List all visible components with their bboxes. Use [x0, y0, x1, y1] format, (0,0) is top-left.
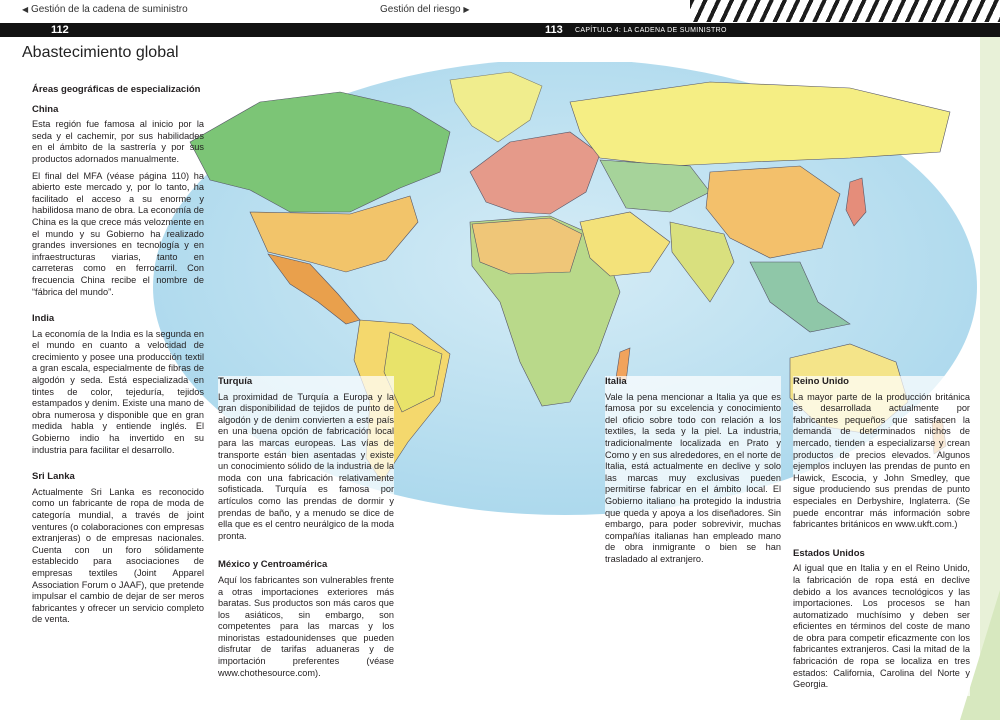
turquia-paragraph: La proximidad de Turquía a Europa y la gran disponibilidad de tejidos de punto de algodón y de denim convierten a este país en una buena opción de fabricación local para las marcas europeas. Las vías de transporte están bien asentadas y existe un conocimiento sólido de la industria de la moda con una fabricación relativamente sofisticada. Turquía es famosa por artículos como las prendas de dormir y prendas de baño, y a menudo se dice de ella que es el centro neurálgico de la moda pronta. — [218, 391, 394, 541]
heading-reino-unido: Reino Unido — [793, 376, 849, 387]
page-number-right: 113 — [545, 24, 563, 36]
column-turquia — [218, 376, 394, 684]
heading-china: China — [32, 103, 59, 115]
running-header — [0, 0, 1000, 22]
heading-italia: Italia — [605, 376, 627, 387]
diagonal-stripes-decoration — [690, 0, 1000, 22]
mexico-paragraph: Aquí los fabricantes son vulnerables frente a otras importaciones exteriores más baratas. Sus productos son más caros que los asiáticos, sin embargo, son competentes para las marcas y los minoristas estadounidenses que pueden disfrutar de tarifas aduaneras y de importación preferentes (véase www.chothesource.com). — [218, 574, 394, 678]
page-number-bar — [0, 23, 1000, 37]
sri-lanka-paragraph: Actualmente Sri Lanka es reconocido como un fabricante de ropa de moda de categoría mundial, a través de joint ventures (o colaboraciones con empresas extranjeras) o de empresas nacionales. Cuenta con un foro sólidamente establecido para asociaciones de empresas textiles (Joint Apparel Association Forum o JAAF), que pretende impulsar el cambio de dejar de ser meros fabricantes y ofrecer un servicio completo de venta. — [32, 486, 204, 625]
section-heading: Áreas geográficas de especialización — [32, 84, 201, 95]
column-left — [32, 84, 204, 631]
heading-india: India — [32, 313, 55, 325]
heading-sri-lanka: Sri Lanka — [32, 471, 75, 483]
heading-mexico: México y Centroamérica — [218, 559, 328, 571]
india-paragraph: La economía de la India es la segunda en el mundo en cuanto a velocidad de crecimiento y posee una producción textil a gran escala, especialmente de fibras de algodón y seda. Está especializada en tintes de color, tejeduría, tejidos estampados y denim. Existe una mano de obra numerosa y disponible que en gran medida habla y entiende inglés. El Gobierno indio ha invertido en su industria para facilitar el desarrollo. — [32, 328, 204, 455]
north-africa-shape — [472, 218, 582, 274]
mid-crumb-label: Gestión del riesgo — [380, 4, 461, 15]
breadcrumb-left[interactable] — [22, 4, 188, 15]
china-paragraph-1: Esta región fue famosa al inicio por la seda y el cachemir, por sus habilidades en el ámbito de la sastrería y por sus productos adornados manualmente. — [32, 119, 204, 164]
heading-turquia: Turquía — [218, 376, 253, 387]
heading-estados-unidos: Estados Unidos — [793, 547, 865, 559]
page-number-left: 112 — [51, 24, 69, 36]
reino-unido-paragraph: La mayor parte de la producción británica es desarrollada actualmente por fabricantes pequeños que satisfacen la demanda de determinados nichos de mercado, tienden a especializarse y crean productos de precios elevados. Algunos ejemplos incluyen las prendas de punto en Hawick, Escocia, y John Smedley, que sigue produciendo sus prendas de punto especiales en Derbyshire, Inglaterra. (Se puede encontrar más información sobre fabricantes británicos en www.ukft.com.) — [793, 391, 970, 530]
page-title: Abastecimiento global — [22, 44, 179, 61]
estados-unidos-paragraph: Al igual que en Italia y en el Reino Unido, la fabricación de ropa está en declive debido a los avances tecnológicos y las importaciones. Los procesos se han automatizado muchísimo y deben ser eficientes en términos del coste de mano de obra para competir eficazmente con los fabricantes extranjeros. Casi la mitad de la fabricación de ropa se localiza en tres estados: California, Carolina del Norte y Georgia. — [793, 563, 970, 690]
triangle-right-icon: ▶ — [463, 5, 470, 14]
china-paragraph-2: El final del MFA (véase página 110) ha abierto este mercado y, por lo tanto, ha facilitado el acceso a su enorme y habilidosa mano de obra. La economía de China es la que crece más velozmente en el mundo y su Gobierno ha realizado grandes inversiones en tecnología y en infraestructuras viarias, tanto en carreteras como en ferrocarril. Con frecuencia China recibe el nombre de “fábrica del mundo”. — [32, 170, 204, 297]
left-crumb-label: Gestión de la cadena de suministro — [30, 4, 188, 15]
breadcrumb-mid[interactable] — [380, 4, 470, 15]
column-reino-unido — [793, 376, 970, 696]
triangle-left-icon: ◀ — [22, 5, 29, 14]
russia-shape — [570, 82, 950, 166]
column-italia — [605, 376, 781, 571]
italia-paragraph: Vale la pena mencionar a Italia ya que es famosa por su excelencia y conocimiento del oficio sobre todo con relación a los textiles, la seda y la piel. La industria, tradicionalmente localizada en Prato y Como y en sus alrededores, en el norte de Italia, está actualmente en declive y solo las marcas muy exclusivas pueden permitirse fabricar en el ámbito local. El Gobierno italiano ha protegido la industria que queda y apoya a los diseñadores. Sin embargo, para poder sobrevivir, muchas compañías italianas han empleado mano de obra inmigrante o bien se han trasladado al extranjero. — [605, 391, 781, 564]
chapter-title: CAPÍTULO 4: LA CADENA DE SUMINISTRO — [575, 27, 727, 34]
